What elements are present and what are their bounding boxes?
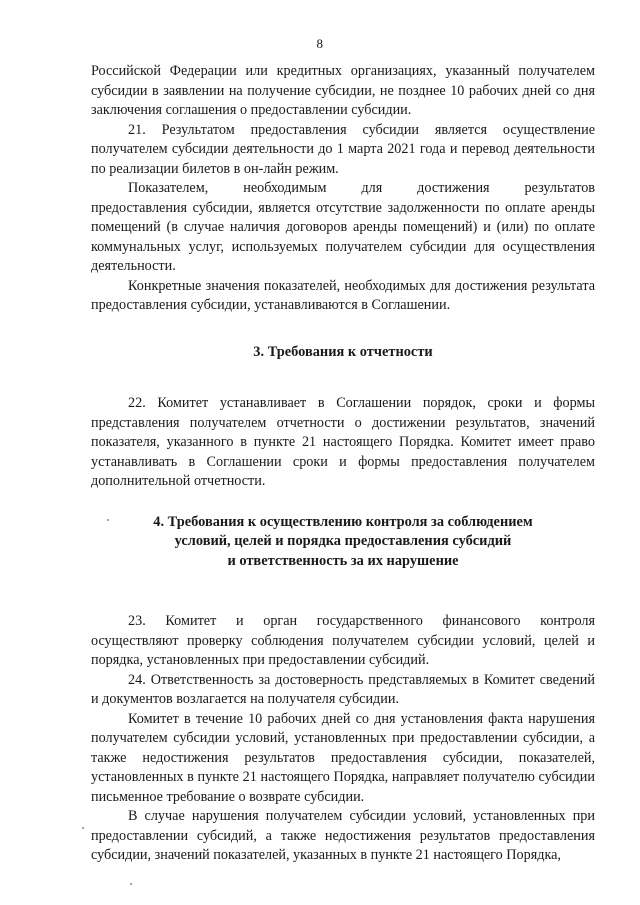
paragraph-continuation: Российской Федерации или кредитных организациях, указанный получателем субсидии в заявлении на получение субсидии, не позднее 10 рабочих дней со дня заключения соглашения о предоставлении субсидии.: [91, 63, 595, 118]
document-body: [91, 62, 595, 866]
section-heading-4-line-2: условий, целей и порядка предоставления субсидий: [174, 533, 512, 549]
paragraph-24: 24. Ответственность за достоверность представляемых в Комитет сведений и документов возлагается на получателя субсидии.: [91, 671, 595, 707]
paragraph-indicator-first-line: Показателем, необходимым для достижения результатов: [128, 180, 595, 196]
paragraph-23-rest: осуществляют проверку соблюдения получателем субсидии условий, целей и порядка, установленных при предоставлении субсидий.: [91, 632, 595, 668]
section-heading-4-line-3: и ответственность за их нарушение: [227, 552, 459, 569]
section-heading-4-line-1: 4. Требования к осуществлению контроля за соблюдением: [153, 513, 533, 530]
scan-speck: [107, 519, 109, 521]
paragraph-committee-deadline: Комитет в течение 10 рабочих дней со дня установления факта нарушения получателем субсидии условий, установленных при предоставлении субсидии, а также недостижения результатов предоставления субсидии, показателей, установленных в пункте 21 настоящего Порядка, направляет получателю субсидии письменное требование о возврате субсидии.: [91, 710, 595, 805]
page-number: 8: [316, 36, 324, 51]
paragraph-23-first-line: 23. Комитет и орган государственного финансового контроля: [128, 613, 595, 629]
section-heading-3: 3. Требования к отчетности: [253, 343, 433, 360]
paragraph-23: [91, 612, 595, 671]
paragraph-violation: В случае нарушения получателем субсидии условий, установленных при предоставлении субсидий, а также недостижения результатов предоставления субсидии, значений показателей, указанных в пункте 21 настоящего Порядка,: [91, 808, 595, 863]
scan-speck: [82, 827, 84, 829]
paragraph-indicator-values: Конкретные значения показателей, необходимых для достижения результата предоставления субсидии, устанавливаются в Соглашении.: [91, 277, 595, 313]
paragraph-indicator: [91, 179, 595, 277]
scan-speck: [130, 883, 132, 885]
paragraph-21: 21. Результатом предоставления субсидии является осуществление получателем субсидии деятельности до 1 марта 2021 года и перевод деятельности по реализации билетов в он-лайн режим.: [91, 121, 595, 177]
paragraph-indicator-rest: предоставления субсидии, является отсутствие задолженности по оплате аренды помещений (в случае наличия договоров аренды помещений) и (или) по оплате коммунальных услуг, используемых получателем субсидии для осуществления деятельности.: [91, 199, 595, 274]
section-heading-4: [91, 513, 595, 572]
paragraph-22: 22. Комитет устанавливает в Соглашении порядок, сроки и формы представления получателем отчетности о достижении результатов, значений показателя, указанного в пункте 21 настоящего Порядка. Комитет имеет право устанавливать в Соглашении сроки и формы предоставления получателем дополнительной отчетности.: [91, 395, 595, 489]
